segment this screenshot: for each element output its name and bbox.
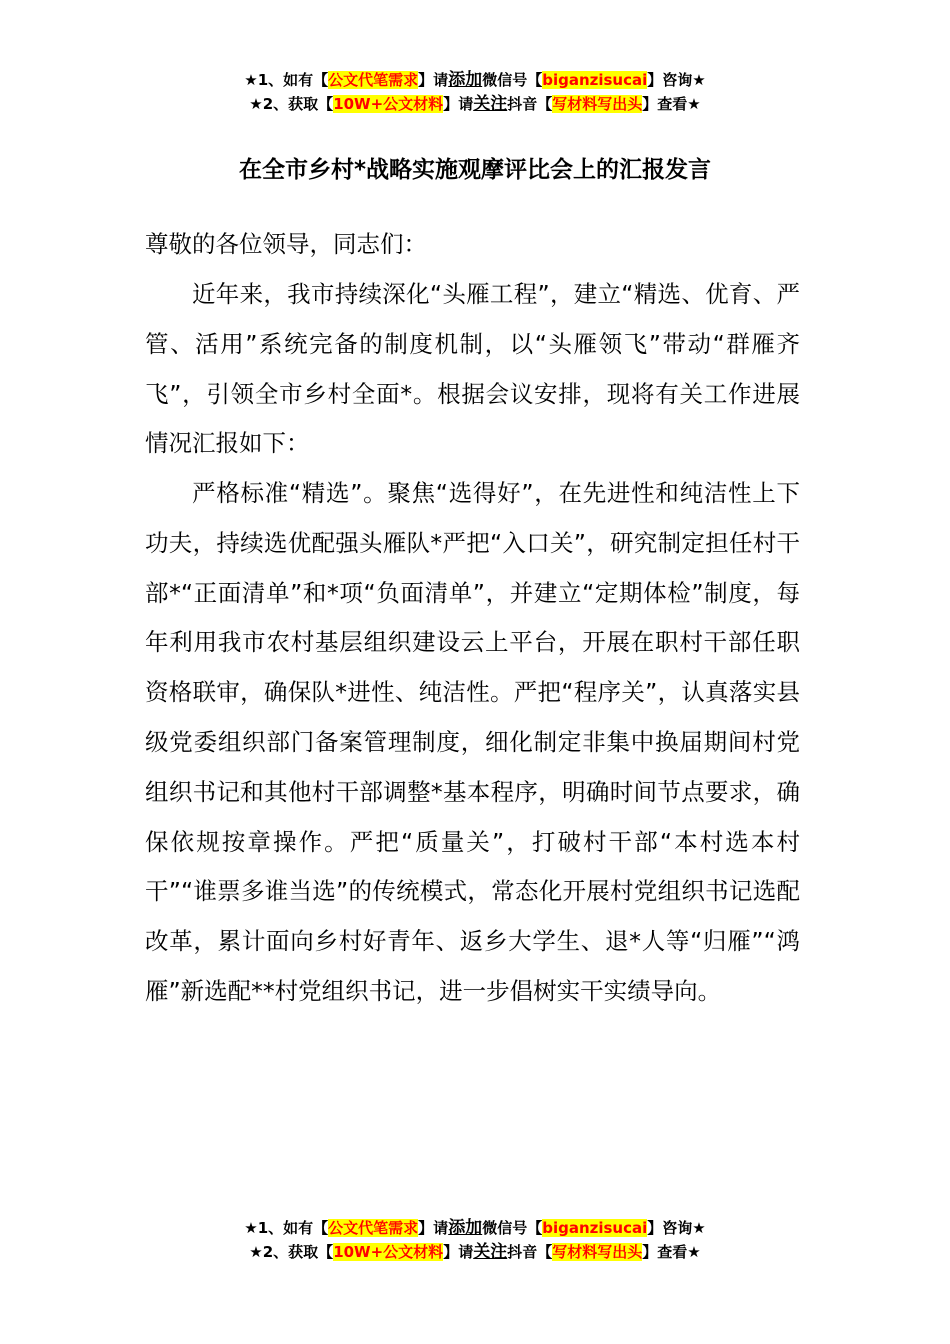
banner-emphasis: 添加 <box>448 70 483 90</box>
banner-highlight: 10W+公文材料 <box>333 1243 444 1261</box>
banner-text: 】请 <box>418 71 449 89</box>
banner-highlight: biganzisucai <box>542 1219 648 1237</box>
banner-highlight: 公文代笔需求 <box>328 71 419 89</box>
paragraph-text: 严格标准“精选”。聚焦“选得好”，在先进性和纯洁性上下功夫，持续选优配强头雁队*严把“入口关”，研究制定担任村干部*“正面清单”和*项“负面清单”，并建立“定期体检”制度，每年利用我市农村基层组织建设云上平台，开展在职村干部任职资格联审，确保队*进性、纯洁性。严把“程序关”，认真落实县级党委组织部门备案管理制度，细化制定非集中换届期间村党组织书记和其他村干部调整*基本程序，明确时间节点要求，确保依规按章操作。严把“质量关”，打破村干部“本村选本村干”“谁票多谁当选”的传统模式，常态化开展村党组织书记选配改革，累计面向乡村好青年、返乡大学生、退*人等“归雁”“鸿雁”新选配**村党组织书记，进一步倡树实干实绩导向。 <box>145 479 800 1005</box>
banner-text: ★1、如有【 <box>244 71 329 89</box>
banner-highlight: 写材料写出头 <box>552 95 643 113</box>
banner-text: ★2、获取【 <box>249 95 334 113</box>
banner-text: 微信号【 <box>482 71 543 89</box>
banner-text: 】咨询★ <box>647 1219 706 1237</box>
banner-emphasis: 关注 <box>473 1242 508 1262</box>
banner-text: 抖音【 <box>507 95 553 113</box>
salutation <box>145 220 800 270</box>
banner-line-2 <box>0 92 950 116</box>
banner-emphasis: 关注 <box>473 94 508 114</box>
paragraph-selection <box>145 469 800 1017</box>
paragraph-intro <box>145 270 800 469</box>
banner-text: 】请 <box>443 95 474 113</box>
banner-emphasis: 添加 <box>448 1218 483 1238</box>
document-title: 在全市乡村*战略实施观摩评比会上的汇报发言 <box>238 157 712 183</box>
banner-highlight: 10W+公文材料 <box>333 95 444 113</box>
banner-text: ★1、如有【 <box>244 1219 329 1237</box>
footer-banner <box>0 1216 950 1264</box>
banner-text: ★2、获取【 <box>249 1243 334 1261</box>
banner-line-1 <box>0 68 950 92</box>
header-banner <box>0 68 950 116</box>
banner-highlight: 公文代笔需求 <box>328 1219 419 1237</box>
banner-text: 】请 <box>443 1243 474 1261</box>
banner-text: 】查看★ <box>642 95 701 113</box>
banner-line-2 <box>0 1240 950 1264</box>
banner-line-1 <box>0 1216 950 1240</box>
salutation-text: 尊敬的各位领导，同志们： <box>145 230 427 258</box>
banner-text: 】请 <box>418 1219 449 1237</box>
banner-text: 抖音【 <box>507 1243 553 1261</box>
banner-text: 】查看★ <box>642 1243 701 1261</box>
banner-highlight: biganzisucai <box>542 71 648 89</box>
banner-text: 】咨询★ <box>647 71 706 89</box>
banner-highlight: 写材料写出头 <box>552 1243 643 1261</box>
paragraph-text: 近年来，我市持续深化“头雁工程”，建立“精选、优育、严管、活用”系统完备的制度机制，以“头雁领飞”带动“群雁齐飞”，引领全市乡村全面*。根据会议安排，现将有关工作进展情况汇报如下： <box>145 280 800 458</box>
banner-text: 微信号【 <box>482 1219 543 1237</box>
